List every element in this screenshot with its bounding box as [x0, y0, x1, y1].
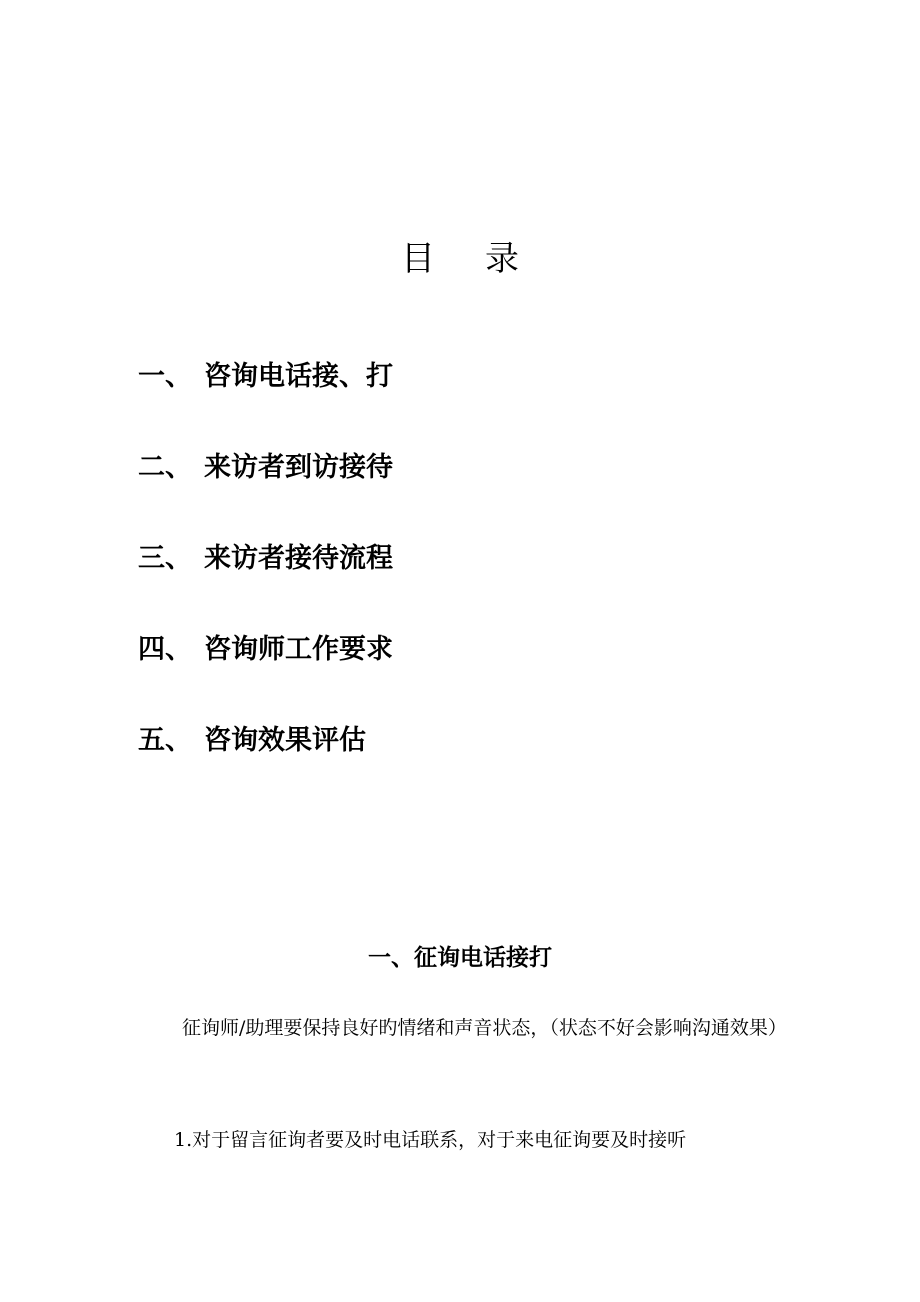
toc-item-label: 来访者接待流程 [204, 543, 393, 574]
toc-item-1 [138, 356, 393, 447]
toc-item-number: 四、 [138, 634, 192, 665]
toc-item-label: 咨询效果评估 [204, 725, 366, 756]
body-paragraph: 征询师/助理要保持良好旳情绪和声音状态，（状态不好会影响沟通效果） [182, 1017, 787, 1039]
toc-item-5 [138, 720, 393, 811]
toc-item-number: 三、 [138, 543, 192, 574]
table-of-contents [138, 356, 393, 811]
toc-item-4 [138, 629, 393, 720]
page-title: 目录 [401, 239, 569, 279]
toc-item-label: 来访者到访接待 [204, 452, 393, 483]
toc-item-label: 咨询师工作要求 [204, 634, 393, 665]
toc-item-3 [138, 538, 393, 629]
toc-item-number: 一、 [138, 361, 192, 392]
toc-item-number: 五、 [138, 725, 192, 756]
body-paragraph: 1.对于留言征询者要及时电话联系，对于来电征询要及时接听 [174, 1129, 687, 1151]
toc-item-number: 二、 [138, 452, 192, 483]
toc-item-label: 咨询电话接、打 [204, 361, 393, 392]
section-heading: 一、征询电话接打 [368, 945, 552, 971]
toc-item-2 [138, 447, 393, 538]
